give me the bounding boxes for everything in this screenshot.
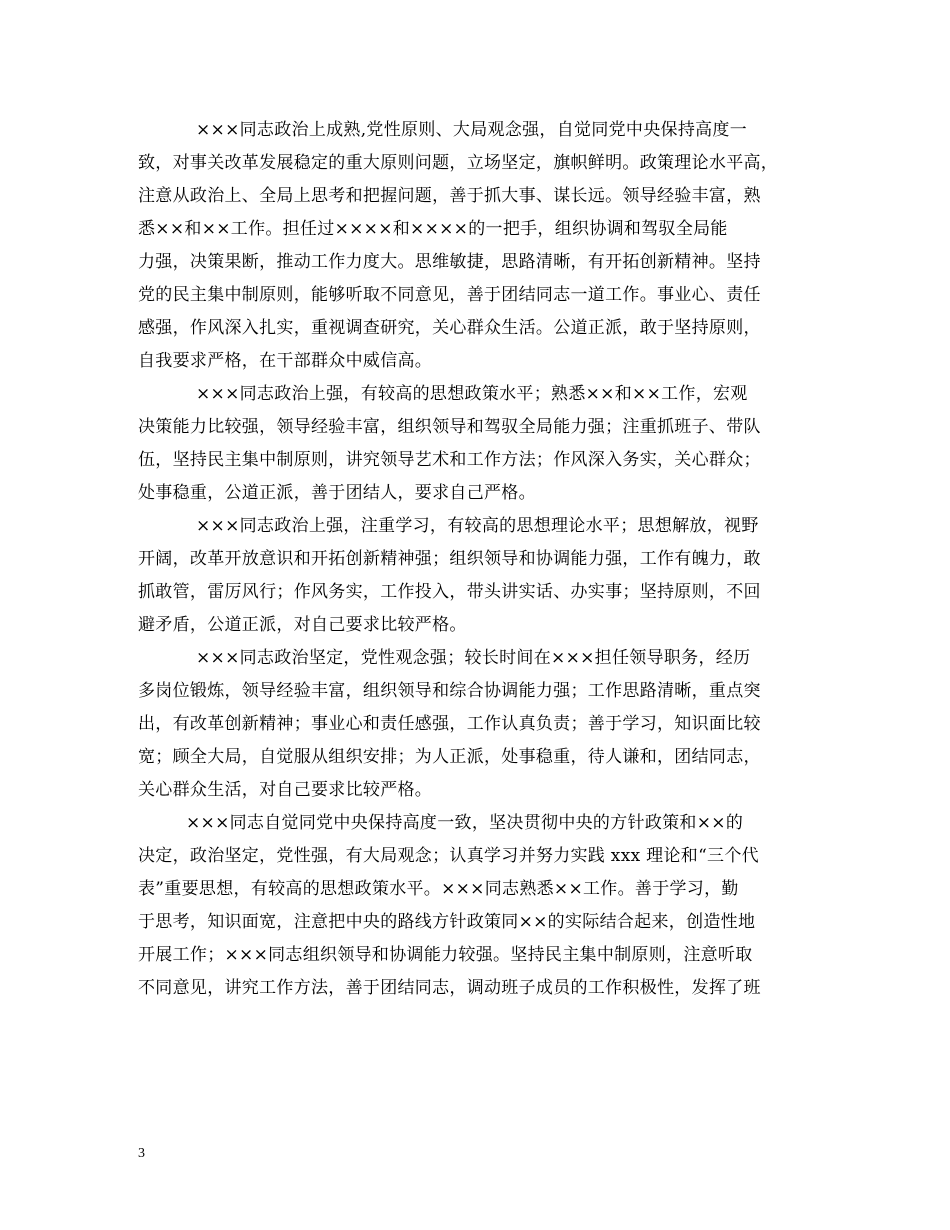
- text-line: ×××同志自觉同党中央保持高度一致，坚决贯彻中央的方针政策和××的: [186, 813, 744, 833]
- text-line: 多岗位锻炼，领导经验丰富，组织领导和综合协调能力强；工作思路清晰，重点突: [138, 681, 761, 701]
- text-line: 表”重要思想，有较高的思想政策水平。×××同志熟悉××工作。善于学习，勤: [138, 879, 739, 899]
- text-line: 悉××和××工作。担任过××××和××××的一把手，组织协调和驾驭全局能: [138, 219, 728, 239]
- text-line: 决策能力比较强，领导经验丰富，组织领导和驾驭全局能力强；注重抓班子、带队: [138, 417, 761, 437]
- text-line: 于思考，知识面宽，注意把中央的路线方针政策同××的实际结合起来，创造性地: [138, 912, 756, 932]
- text-line: 自我要求严格，在干部群众中威信高。: [138, 351, 433, 371]
- text-line: 出，有改革创新精神；事业心和责任感强，工作认真负责；善于学习，知识面比较: [138, 714, 761, 734]
- text-line: 关心群众生活，对自己要求比较严格。: [138, 780, 433, 800]
- text-line: 力强，决策果断，推动工作力度大。思维敏捷，思路清晰，有开拓创新精神。坚持: [138, 252, 761, 272]
- text-line: 抓敢管，雷厉风行；作风务实，工作投入，带头讲实话、办实事；坚持原则，不回: [138, 582, 761, 602]
- text-line: 决定，政治坚定，党性强，有大局观念；认真学习并努力实践 xxx 理论和“三个代: [138, 846, 759, 866]
- page-number: 3: [138, 1146, 145, 1161]
- text-line: ×××同志政治上强，有较高的思想政策水平；熟悉××和××工作，宏观: [196, 384, 748, 404]
- text-line: 开阔，改革开放意识和开拓创新精神强；组织领导和协调能力强，工作有魄力，敢: [138, 549, 761, 569]
- text-line: ×××同志政治上强，注重学习，有较高的思想理论水平；思想解放，视野: [196, 516, 759, 536]
- text-line: 避矛盾，公道正派，对自己要求比较严格。: [138, 615, 467, 635]
- text-line: 感强，作风深入扎实，重视调查研究，关心群众生活。公道正派，敢于坚持原则，: [138, 318, 761, 338]
- text-line: 伍，坚持民主集中制原则，讲究领导艺术和工作方法；作风深入务实，关心群众；: [138, 450, 761, 470]
- text-line: 党的民主集中制原则，能够听取不同意见，善于团结同志一道工作。事业心、责任: [138, 285, 761, 305]
- text-line: 宽；顾全大局，自觉服从组织安排；为人正派，处事稳重，待人谦和，团结同志，: [138, 747, 761, 767]
- text-line: 不同意见，讲究工作方法，善于团结同志，调动班子成员的工作积极性，发挥了班: [138, 978, 761, 998]
- text-line: 致，对事关改革发展稳定的重大原则问题，立场坚定，旗帜鲜明。政策理论水平高，: [138, 153, 779, 173]
- text-line: 处事稳重，公道正派，善于团结人，要求自己严格。: [138, 483, 536, 503]
- text-line: ×××同志政治坚定，党性观念强；较长时间在×××担任领导职务，经历: [196, 648, 751, 668]
- text-line: ×××同志政治上成熟,党性原则、大局观念强，自觉同党中央保持高度一: [196, 120, 748, 140]
- text-line: 注意从政治上、全局上思考和把握问题，善于抓大事、谋长远。领导经验丰富，熟: [138, 186, 761, 206]
- text-line: 开展工作；×××同志组织领导和协调能力较强。坚持民主集中制原则，注意听取: [138, 945, 753, 965]
